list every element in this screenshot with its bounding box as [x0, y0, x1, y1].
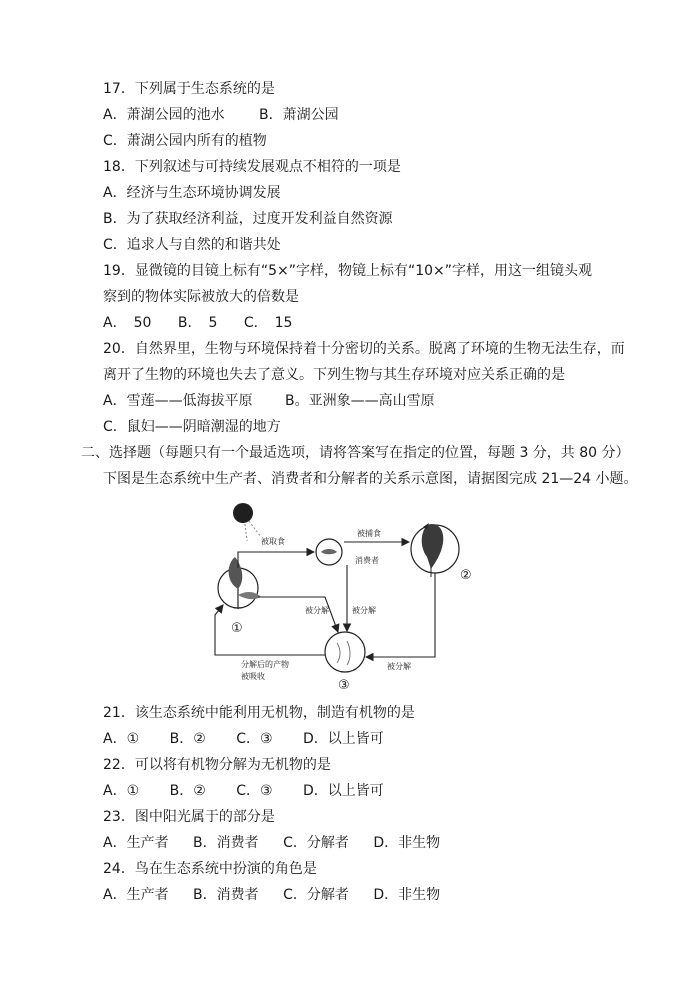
- label-consumer: 消费者: [355, 556, 379, 565]
- question-21-stem: 21．该生态系统中能利用无机物，制造有机物的是: [103, 705, 415, 721]
- label-absorbed-line-2: 被吸收: [241, 672, 265, 681]
- decomposer-circle: [325, 632, 365, 672]
- bird-icon: [422, 523, 444, 577]
- option-c: C．分解者: [283, 887, 349, 903]
- option-c: C．③: [236, 731, 273, 747]
- label-absorbed-line-1: 分解后的产物: [241, 660, 289, 669]
- option-a: A．生产者: [103, 887, 169, 903]
- question-20-stem-line-2: 离开了生物的环境也失去了意义。下列生物与其生存环境对应关系正确的是: [103, 367, 565, 383]
- question-20-stem-line-1: 20．自然界里，生物与环境保持着十分密切的关系。脱离了环境的生物无法生存，而: [103, 341, 625, 357]
- question-24-options: [103, 886, 440, 904]
- question-23-stem: 23．图中阳光属于的部分是: [103, 809, 275, 825]
- question-18-option-c: C．追求人与自然的和谐共处: [103, 237, 281, 253]
- question-22-options: [103, 782, 384, 800]
- section-2-heading: 二、选择题（每题只有一个最适选项，请将答案写在指定的位置，每题 3 分，共 80 分）: [81, 445, 630, 461]
- label-hunted: 被捕食: [357, 529, 381, 538]
- arrow-decompose-consumer: [366, 573, 435, 657]
- question-21-options: [103, 730, 384, 748]
- question-17-options-row-1: [103, 106, 339, 124]
- option-c: C． 15: [243, 315, 293, 331]
- question-18-option-b: B．为了获取经济利益，过度开发利益自然资源: [103, 211, 393, 227]
- question-19-options: [103, 314, 292, 332]
- option-b: B． 5: [177, 315, 218, 331]
- question-18-stem: 18．下列叙述与可持续发展观点不相符的一项是: [103, 159, 401, 175]
- option-a: A．①: [103, 783, 140, 799]
- label-num-3: ③: [338, 678, 350, 693]
- option-c: C．分解者: [283, 835, 349, 851]
- caterpillar-icon: [321, 549, 337, 554]
- question-19-stem-line-2: 察到的物体实际被放大的倍数是: [103, 289, 299, 305]
- option-b: B．②: [169, 731, 206, 747]
- option-b: B．消费者: [193, 887, 259, 903]
- option-b: B。亚洲象——高山雪原: [285, 393, 435, 409]
- option-a: A．雪莲——低海拔平原: [103, 393, 253, 409]
- question-20-options-row-2: [103, 418, 281, 436]
- option-b: B．消费者: [193, 835, 259, 851]
- question-23-options: [103, 834, 440, 852]
- label-num-2: ②: [460, 568, 472, 583]
- label-decomposed-consumer-small: 被分解: [352, 606, 376, 615]
- option-c: C．鼠妇——阴暗潮湿的地方: [103, 419, 281, 435]
- question-17-stem: 17．下列属于生态系统的是: [103, 81, 275, 97]
- label-decomposed-producer: 被分解: [305, 606, 329, 615]
- option-c: C．③: [236, 783, 273, 799]
- option-a: A．萧湖公园的池水: [103, 107, 225, 123]
- question-20-options-row-1: [103, 392, 435, 410]
- plant-icon: [229, 557, 261, 609]
- option-d: D．非生物: [373, 835, 441, 851]
- option-b: B．萧湖公园: [259, 107, 339, 123]
- option-a: A．生产者: [103, 835, 169, 851]
- label-decomposed-consumer: 被分解: [387, 662, 411, 671]
- option-a: A． 50: [103, 315, 152, 331]
- section-2-intro: 下图是生态系统中生产者、消费者和分解者的关系示意图，请据图完成 21—24 小题。: [103, 471, 638, 487]
- question-22-stem: 22．可以将有机物分解为无机物的是: [103, 757, 331, 773]
- option-d: D．以上皆可: [302, 731, 384, 747]
- question-18-option-a: A．经济与生态环境协调发展: [103, 185, 281, 201]
- label-num-1: ①: [231, 621, 243, 636]
- question-17-options-row-2: [103, 132, 267, 150]
- arrow-eaten: [238, 552, 314, 568]
- option-c: C．萧湖公园内所有的植物: [103, 133, 267, 149]
- option-d: D．以上皆可: [302, 783, 384, 799]
- label-eaten: 被取食: [261, 537, 285, 546]
- option-a: A．①: [103, 731, 140, 747]
- sun-icon: [233, 503, 253, 523]
- ecosystem-diagram: [205, 497, 485, 695]
- question-19-stem-line-1: 19．显微镜的目镜上标有“5×”字样，物镜上标有“10×”字样，用这一组镜头观: [103, 263, 593, 279]
- option-d: D．非生物: [373, 887, 441, 903]
- question-24-stem: 24．鸟在生态系统中扮演的角色是: [103, 861, 317, 877]
- option-b: B．②: [169, 783, 206, 799]
- microbe-icon: [337, 641, 350, 665]
